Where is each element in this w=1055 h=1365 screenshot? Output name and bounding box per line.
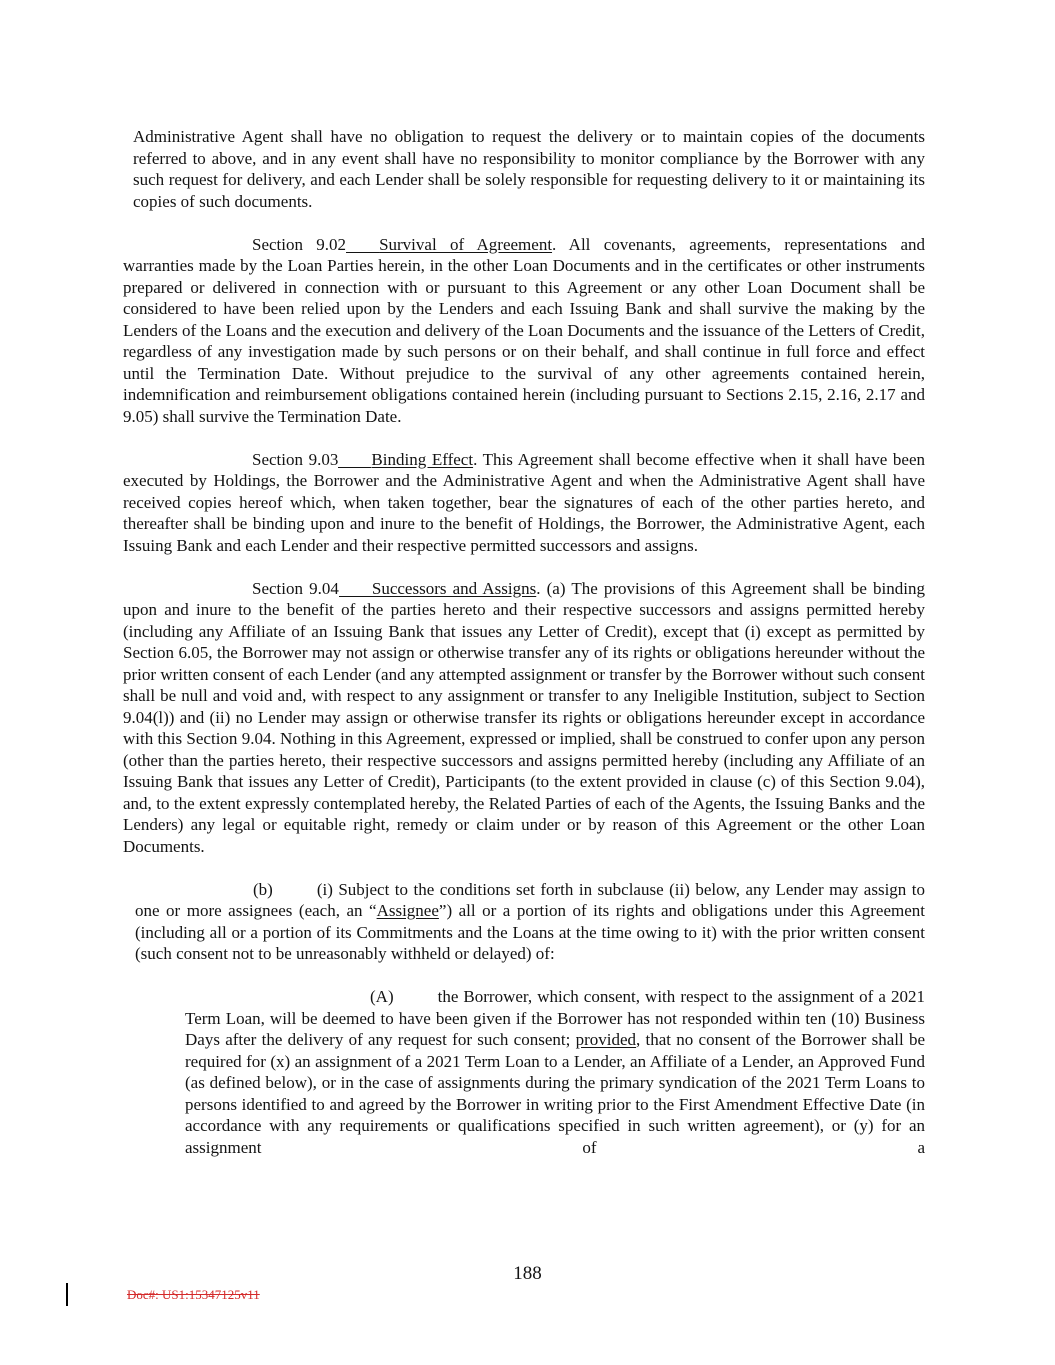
change-bar [66, 1283, 68, 1306]
para-administrative-agent-continuation [133, 126, 925, 212]
text-run: . This Agreement shall become effective when it shall have been executed by Holdings, the Borrower and the Administrative Agent and when the Administrative Agent shall have received copies hereof which, when taken together, bear the signatures of each of the other parties hereto, and thereafter shall be binding upon and inure to the benefit of Holdings, the Borrower, the Administrative Agent, each Issuing Bank and each Lender and their respective permitted successors and assigns. [123, 449, 926, 555]
page-number: 188 [513, 1263, 542, 1284]
text-run: Section 9.02 [252, 234, 347, 254]
tab-underline [346, 238, 379, 253]
text-run: Section 9.03 [252, 449, 339, 469]
text-run: Assignee [376, 901, 439, 920]
text-run: (i) Subject to the conditions set forth in subclause (ii) below, any Lender may assign to one or more assignees (each, an “ [135, 879, 925, 920]
text-run: the Borrower, which consent, with respect to the assignment of a 2021 Term Loan, will be deemed to have been given if the Borrower has not responded within ten (10) Business Days after the delivery of any request for such consent; [185, 987, 925, 1049]
tab-underline [339, 582, 372, 597]
text-run: . All covenants, agreements, representations and warranties made by the Loan Parties herein, in the other Loan Documents and in the certificates or other instruments prepared or delivered in connection with or pursuant to this Agreement or any other Loan Document shall be considered to have been relied upon by the Lenders and each Issuing Bank and shall survive the making by the Lenders of the Loans and the execution and delivery of the Loan Documents and the issuance of the Letters of Credit, regardless of any investigation made by such persons or on their behalf, and shall continue in full force and effect until the Termination Date. Without prejudice to the survival of any other agreements contained herein, indemnification and reimbursement obligations contained herein (including pursuant to Sections 2.15, 2.16, 2.17 and 9.05) shall survive the Termination Date. [123, 234, 925, 426]
section-9-04-successors-and-assigns [123, 578, 925, 858]
clause-b [135, 879, 925, 965]
text-run: Binding Effect [371, 449, 474, 469]
text-run: (b) [253, 879, 273, 899]
text-run: (A) [370, 987, 394, 1006]
doc-id-stamp: Doc#: US1:15347125v11 [127, 1287, 260, 1302]
text-run: , that no consent of the Borrower shall be required for (x) an assignment of a 2021 Term Loan to a Lender, an Affiliate of a Lender, an Approved Fund (as defined below), or in the case of assignments during the primary syndication of the 2021 Term Loans to persons identified to and agreed by the Borrower in writing prior to the First Amendment Effective Date (in accordance with any requirements or qualifications specified in such written agreement), or (y) for an assignment of a [185, 1030, 925, 1157]
tab-underline [338, 453, 371, 468]
section-9-03-binding-effect [123, 449, 925, 557]
text-run: . (a) The provisions of this Agreement shall be binding upon and inure to the benefit of the parties hereto and their respective successors and assigns permitted hereby (including any Affiliate of an Issuing Bank that issues any Letter of Credit), except that (i) except as permitted by Section 6.05, the Borrower may not assign or otherwise transfer any of its rights or obligations hereunder without the prior written consent of each Lender (and any attempted assignment or transfer by the Borrower without such consent shall be null and void and, with respect to any assignment or transfer to any Ineligible Institution, subject to Section 9.04(l)) and (ii) no Lender may assign or otherwise transfer its rights or obligations hereunder except in accordance with this Section 9.04. Nothing in this Agreement, expressed or implied, shall be construed to confer upon any person (other than the parties hereto, their respective successors and assigns permitted hereby (including any Affiliate of an Issuing Bank that issues any Letter of Credit), Participants (to the extent provided in clause (c) of this Section 9.04), and, to the extent expressly contemplated hereby, the Related Parties of each of the Agents, the Issuing Banks and the Lenders) any legal or equitable right, remedy or claim under or by reason of this Agreement or the other Loan Documents. [123, 578, 925, 856]
text-run: Section 9.04 [252, 578, 339, 598]
text-run: ”) all or a portion of its rights and obligations under this Agreement (including all or a portion of its Commitments and the Loans at the time owing to it) with the prior written consent (such consent not to be unreasonably withheld or delayed) of: [135, 901, 925, 963]
text-run: provided [575, 1030, 637, 1049]
section-9-02-survival-of-agreement [123, 234, 925, 428]
document-body [123, 126, 925, 1158]
clause-b-sub-A [185, 986, 925, 1158]
text-run: Survival of Agreement [379, 234, 553, 254]
text-run: Successors and Assigns [371, 578, 537, 598]
text-run: Administrative Agent shall have no obligation to request the delivery or to maintain copies of the documents referred to above, and in any event shall have no responsibility to monitor compliance by the Borrower with any such request for delivery, and each Lender shall be solely responsible for requesting delivery to it or maintaining its copies of such documents. [133, 127, 925, 211]
